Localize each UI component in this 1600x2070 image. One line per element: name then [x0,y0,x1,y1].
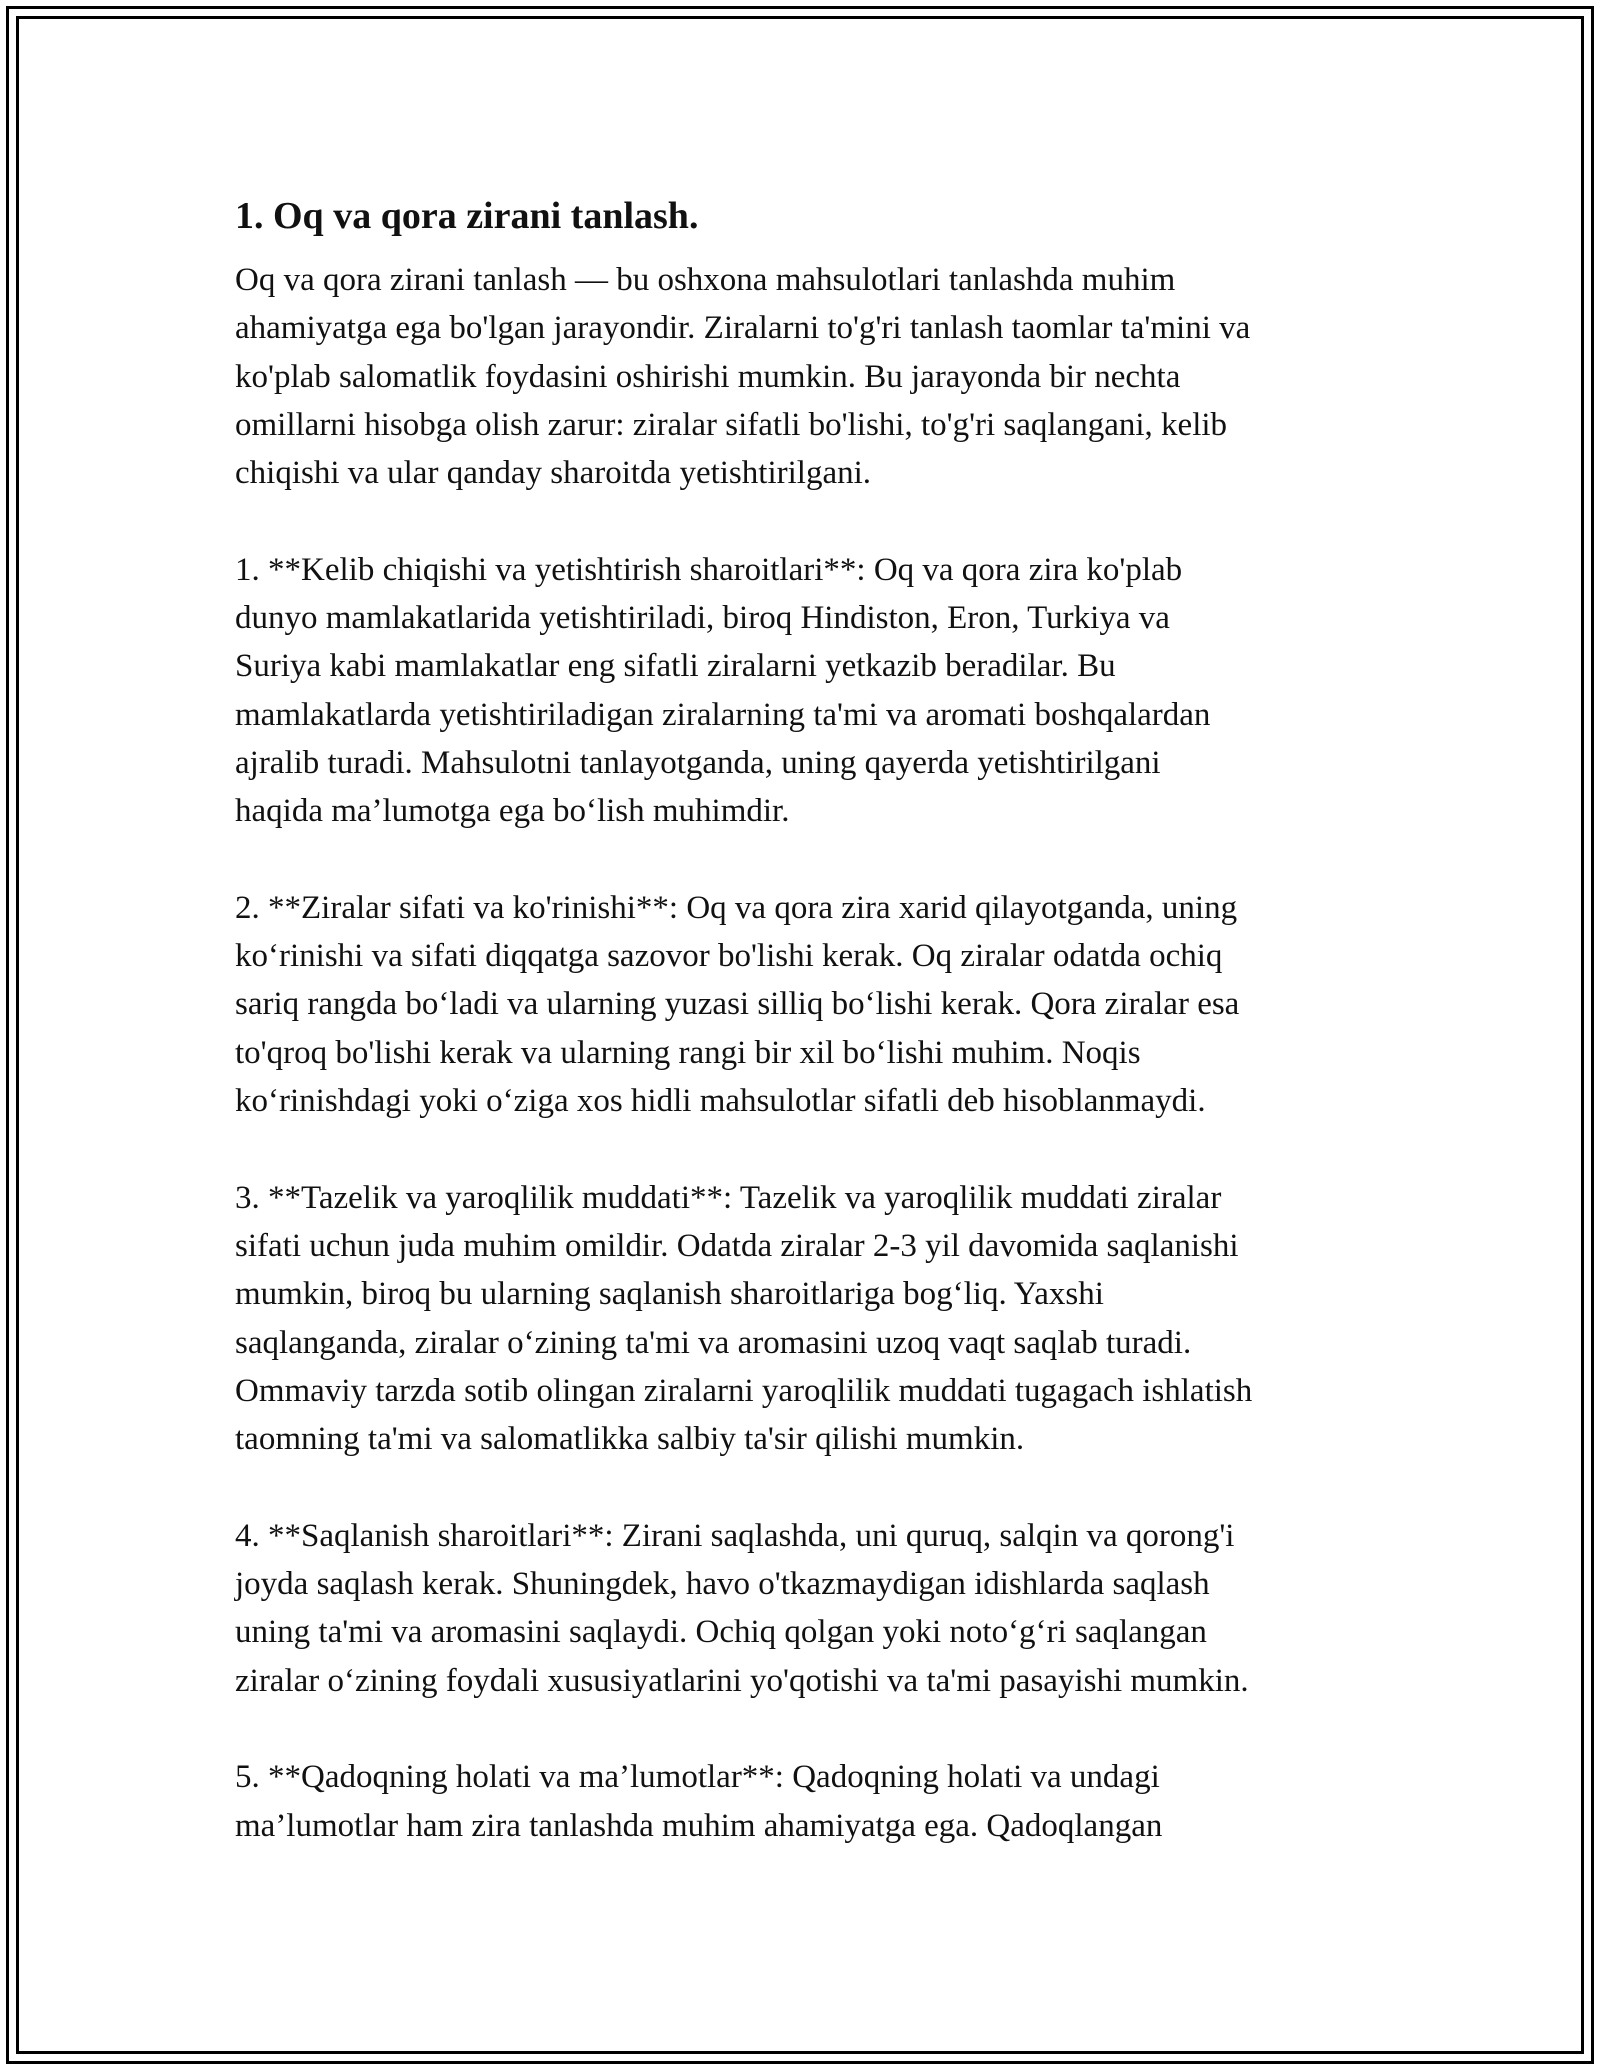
paragraph-item-4 [235,1512,1375,1705]
text-line: taomning ta'mi va salomatlikka salbiy ta'sir qilishi mumkin. [235,1421,1025,1458]
text-line: ko'plab salomatlik foydasini oshirishi mumkin. Bu jarayonda bir nechta [235,358,1181,395]
text-line: to'qroq bo'lishi kerak va ularning rangi bir xil bo‘lishi muhim. Noqis [235,1034,1141,1071]
paragraph-item-1 [235,546,1375,836]
text-line: 1. **Kelib chiqishi va yetishtirish sharoitlari**: Oq va qora zira ko'plab [235,551,1183,588]
document-title: 1. Oq va qora zirani tanlash. [235,195,699,237]
text-line: joyda saqlash kerak. Shuningdek, havo o'tkazmaydigan idishlarda saqlash [235,1566,1210,1603]
text-line: Suriya kabi mamlakatlar eng sifatli ziralarni yetkazib beradilar. Bu [235,648,1116,685]
text-line: omillarni hisobga olish zarur: ziralar sifatli bo'lishi, to'g'ri saqlangani, kelib [235,406,1228,443]
text-line: mamlakatlarda yetishtiriladigan ziralarning ta'mi va aromati boshqalardan [235,696,1211,733]
text-line: 2. **Ziralar sifati va ko'rinishi**: Oq va qora zira xarid qilayotganda, uning [235,889,1238,926]
text-line: saqlanganda, ziralar o‘zining ta'mi va aromasini uzoq vaqt saqlab turadi. [235,1324,1192,1361]
text-line: haqida ma’lumotga ega bo‘lish muhimdir. [235,793,790,830]
text-line: Oq va qora zirani tanlash — bu oshxona mahsulotlari tanlashda muhim [235,262,1176,298]
text-line: sifati uchun juda muhim omildir. Odatda ziralar 2-3 yil davomida saqlanishi [235,1227,1239,1264]
text-line: sariq rangda bo‘ladi va ularning yuzasi silliq bo‘lishi kerak. Qora ziralar esa [235,986,1240,1023]
paragraph-item-3 [235,1174,1375,1464]
text-line: uning ta'mi va aromasini saqlaydi. Ochiq qolgan yoki noto‘g‘ri saqlangan [235,1614,1207,1651]
text-line: ajralib turadi. Mahsulotni tanlayotganda, uning qayerda yetishtirilgani [235,744,1161,781]
text-line: ahamiyatga ega bo'lgan jarayondir. Ziralarni to'g'ri tanlash taomlar ta'mini va [235,310,1251,347]
text-line: ziralar o‘zining foydali xususiyatlarini yo'qotishi va ta'mi pasayishi mumkin. [235,1662,1249,1699]
text-line: chiqishi va ular qanday sharoitda yetishtirilgani. [235,455,872,492]
paragraph-intro [235,256,1375,497]
paragraph-item-5 [235,1753,1375,1850]
text-line: dunyo mamlakatlarida yetishtiriladi, biroq Hindiston, Eron, Turkiya va [235,600,1170,637]
text-line: ko‘rinishdagi yoki o‘ziga xos hidli mahsulotlar sifatli deb hisoblanmaydi. [235,1083,1206,1120]
text-line: ko‘rinishi va sifati diqqatga sazovor bo'lishi kerak. Oq ziralar odatda ochiq [235,938,1223,975]
text-line: ma’lumotlar ham zira tanlashda muhim ahamiyatga ega. Qadoqlangan [235,1807,1163,1844]
text-line: mumkin, biroq bu ularning saqlanish sharoitlariga bog‘liq. Yaxshi [235,1276,1104,1313]
document-body [235,184,1375,1898]
text-line: 3. **Tazelik va yaroqlilik muddati**: Tazelik va yaroqlilik muddati ziralar [235,1179,1222,1216]
paragraph-item-2 [235,884,1375,1125]
text-line: 5. **Qadoqning holati va ma’lumotlar**: Qadoqning holati va undagi [235,1759,1160,1796]
text-line: Ommaviy tarzda sotib olingan ziralarni yaroqlilik muddati tugagach ishlatish [235,1372,1253,1409]
text-line: 4. **Saqlanish sharoitlari**: Zirani saqlashda, uni quruq, salqin va qorong'i [235,1517,1235,1554]
